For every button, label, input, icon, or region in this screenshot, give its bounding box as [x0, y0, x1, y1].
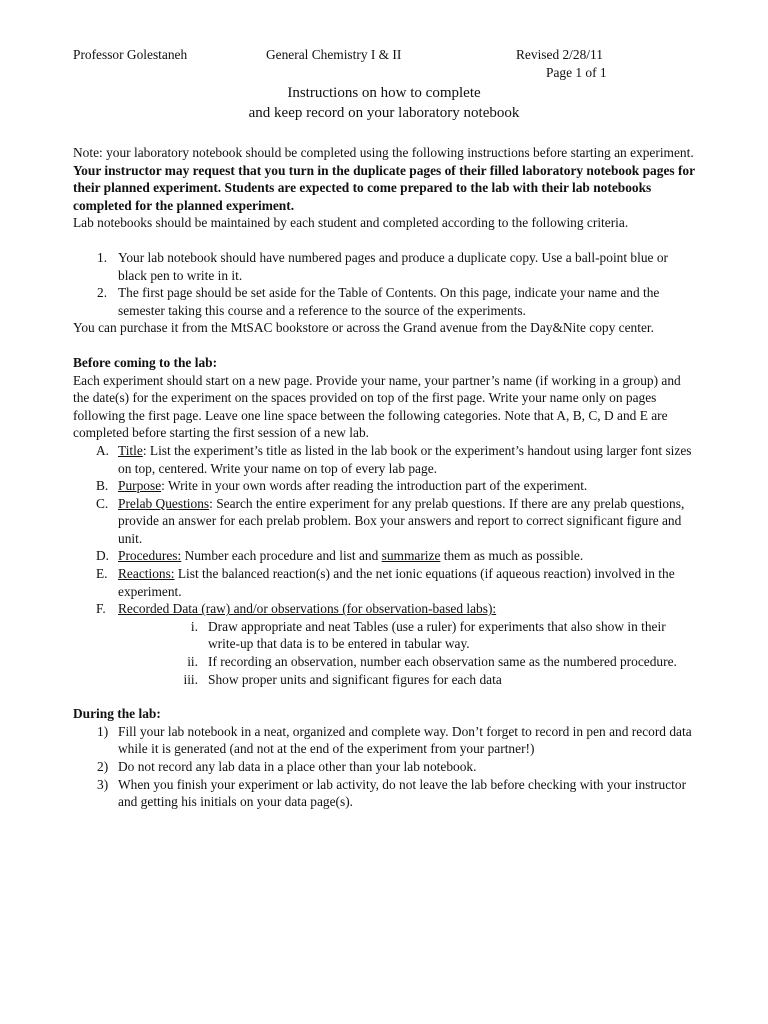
item-label: Reactions: — [118, 566, 175, 582]
page-number: Page 1 of 1 — [546, 65, 607, 80]
list-marker: A. — [96, 442, 110, 458]
list-item — [73, 477, 697, 495]
before-lab-paragraph: Each experiment should start on a new page. Provide your name, your partner’s name (if working in a group) and the date(s) for the experiment on the spaces provided on top of the first page. Write your name only on pages following the first page. Leave one line space between the following categories. Note that A, B, C, D and E are completed before starting the first session of a new lab. — [73, 372, 681, 441]
list-item — [73, 758, 697, 776]
list-item-text: When you finish your experiment or lab activity, do not leave the lab before checking with your instructor and getting his initials on your data page(s). — [118, 776, 687, 810]
list-marker: 1) — [97, 723, 109, 739]
list-item-text: : Write in your own words after reading the introduction part of the experiment. — [161, 478, 588, 494]
document-body — [73, 144, 697, 811]
list-marker: 2) — [97, 759, 109, 774]
intro-bold-note: Your instructor may request that you turn in the duplicate pages of their filled laboratory notebook pages for their planned experiment. Students are expected to come prepared to the lab with their lab notebooks completed for the planned experiment. — [73, 162, 695, 213]
list-item — [73, 600, 697, 618]
list-item-text: : List the experiment’s title as listed in the lab book or the experiment’s handout using larger font sizes on top, centered. Write your name on top of every lab page. — [118, 442, 692, 476]
list-item-text: : Search the entire experiment for any prelab questions. If there are any prelab questions, provide an answer for each prelab problem. Box your answers and report to correct significant figure and unit. — [118, 495, 685, 546]
criteria-list — [73, 249, 697, 319]
course-name: General Chemistry I & II — [266, 47, 402, 62]
purchase-paragraph: You can purchase it from the MtSAC bookstore or across the Grand avenue from the Day&Nite copy center. — [73, 320, 654, 336]
list-item — [73, 776, 697, 811]
list-item-text: If recording an observation, number each observation same as the numbered procedure. — [208, 654, 677, 670]
title-line-2: and keep record on your laboratory notebook — [248, 105, 520, 121]
list-item-text: List the balanced reaction(s) and the net ionic equations (if aqueous reaction) involved in the experiment. — [118, 566, 675, 599]
list-marker: F. — [96, 601, 106, 617]
revised-date: Revised 2/28/11 — [516, 47, 603, 62]
list-marker: D. — [96, 548, 110, 564]
during-lab-list — [73, 723, 697, 811]
professor-name: Professor Golestaneh — [73, 47, 188, 62]
during-lab-heading: During the lab: — [73, 706, 161, 722]
list-marker: 1. — [97, 249, 108, 265]
list-item — [73, 618, 697, 653]
before-lab-list — [73, 442, 697, 618]
document-title — [0, 83, 768, 123]
underlined-word: summarize — [381, 548, 441, 564]
item-label: Procedures: — [118, 548, 182, 564]
intro-note: Note: your laboratory notebook should be completed using the following instructions before starting an experiment. — [73, 145, 694, 160]
list-marker: B. — [96, 478, 109, 494]
page-header — [0, 46, 768, 82]
list-item — [73, 442, 697, 477]
item-label: Recorded Data (raw) and/or observations (for observation-based labs): — [118, 601, 497, 617]
list-marker: C. — [96, 495, 109, 511]
title-line-1: Instructions on how to complete — [287, 85, 481, 101]
list-item — [73, 671, 697, 689]
recorded-data-sublist — [73, 618, 697, 688]
list-item-text: The first page should be set aside for the Table of Contents. On this page, indicate your name and the semester taking this course and a reference to the source of the experiments. — [118, 285, 660, 318]
list-marker: 2. — [97, 285, 108, 301]
list-item-text-end: them as much as possible. — [440, 548, 584, 564]
list-item — [73, 284, 697, 319]
list-item-text: Number each procedure and list and — [181, 548, 382, 564]
list-item — [73, 547, 697, 565]
list-item-text: Show proper units and significant figures for each data — [208, 671, 502, 687]
list-marker: E. — [96, 566, 108, 582]
intro-paragraph — [73, 144, 697, 214]
item-label: Purpose — [118, 478, 162, 494]
list-item-text: Draw appropriate and neat Tables (use a ruler) for experiments that also show in their write-up that data is to be entered in tabular way. — [208, 618, 666, 652]
item-label: Prelab Questions — [118, 495, 210, 511]
item-label: Title — [118, 442, 143, 458]
list-marker: 3) — [97, 776, 109, 792]
maintain-paragraph: Lab notebooks should be maintained by each student and completed according to the following criteria. — [73, 215, 629, 231]
list-item — [73, 723, 697, 758]
list-marker: ii. — [187, 654, 198, 670]
list-marker: i. — [190, 618, 198, 634]
list-item — [73, 653, 697, 671]
before-lab-heading: Before coming to the lab: — [73, 354, 218, 370]
list-marker: iii. — [183, 671, 198, 687]
list-item — [73, 565, 697, 600]
list-item — [73, 495, 697, 548]
list-item — [73, 249, 697, 284]
list-item-text: Do not record any lab data in a place other than your lab notebook. — [118, 759, 477, 774]
list-item-text: Fill your lab notebook in a neat, organized and complete way. Don’t forget to record in pen and record data while it is generated (and not at the end of the experiment from your partner!) — [118, 723, 692, 757]
list-item-text: Your lab notebook should have numbered pages and produce a duplicate copy. Use a ball-point blue or black pen to write in it. — [118, 249, 668, 283]
